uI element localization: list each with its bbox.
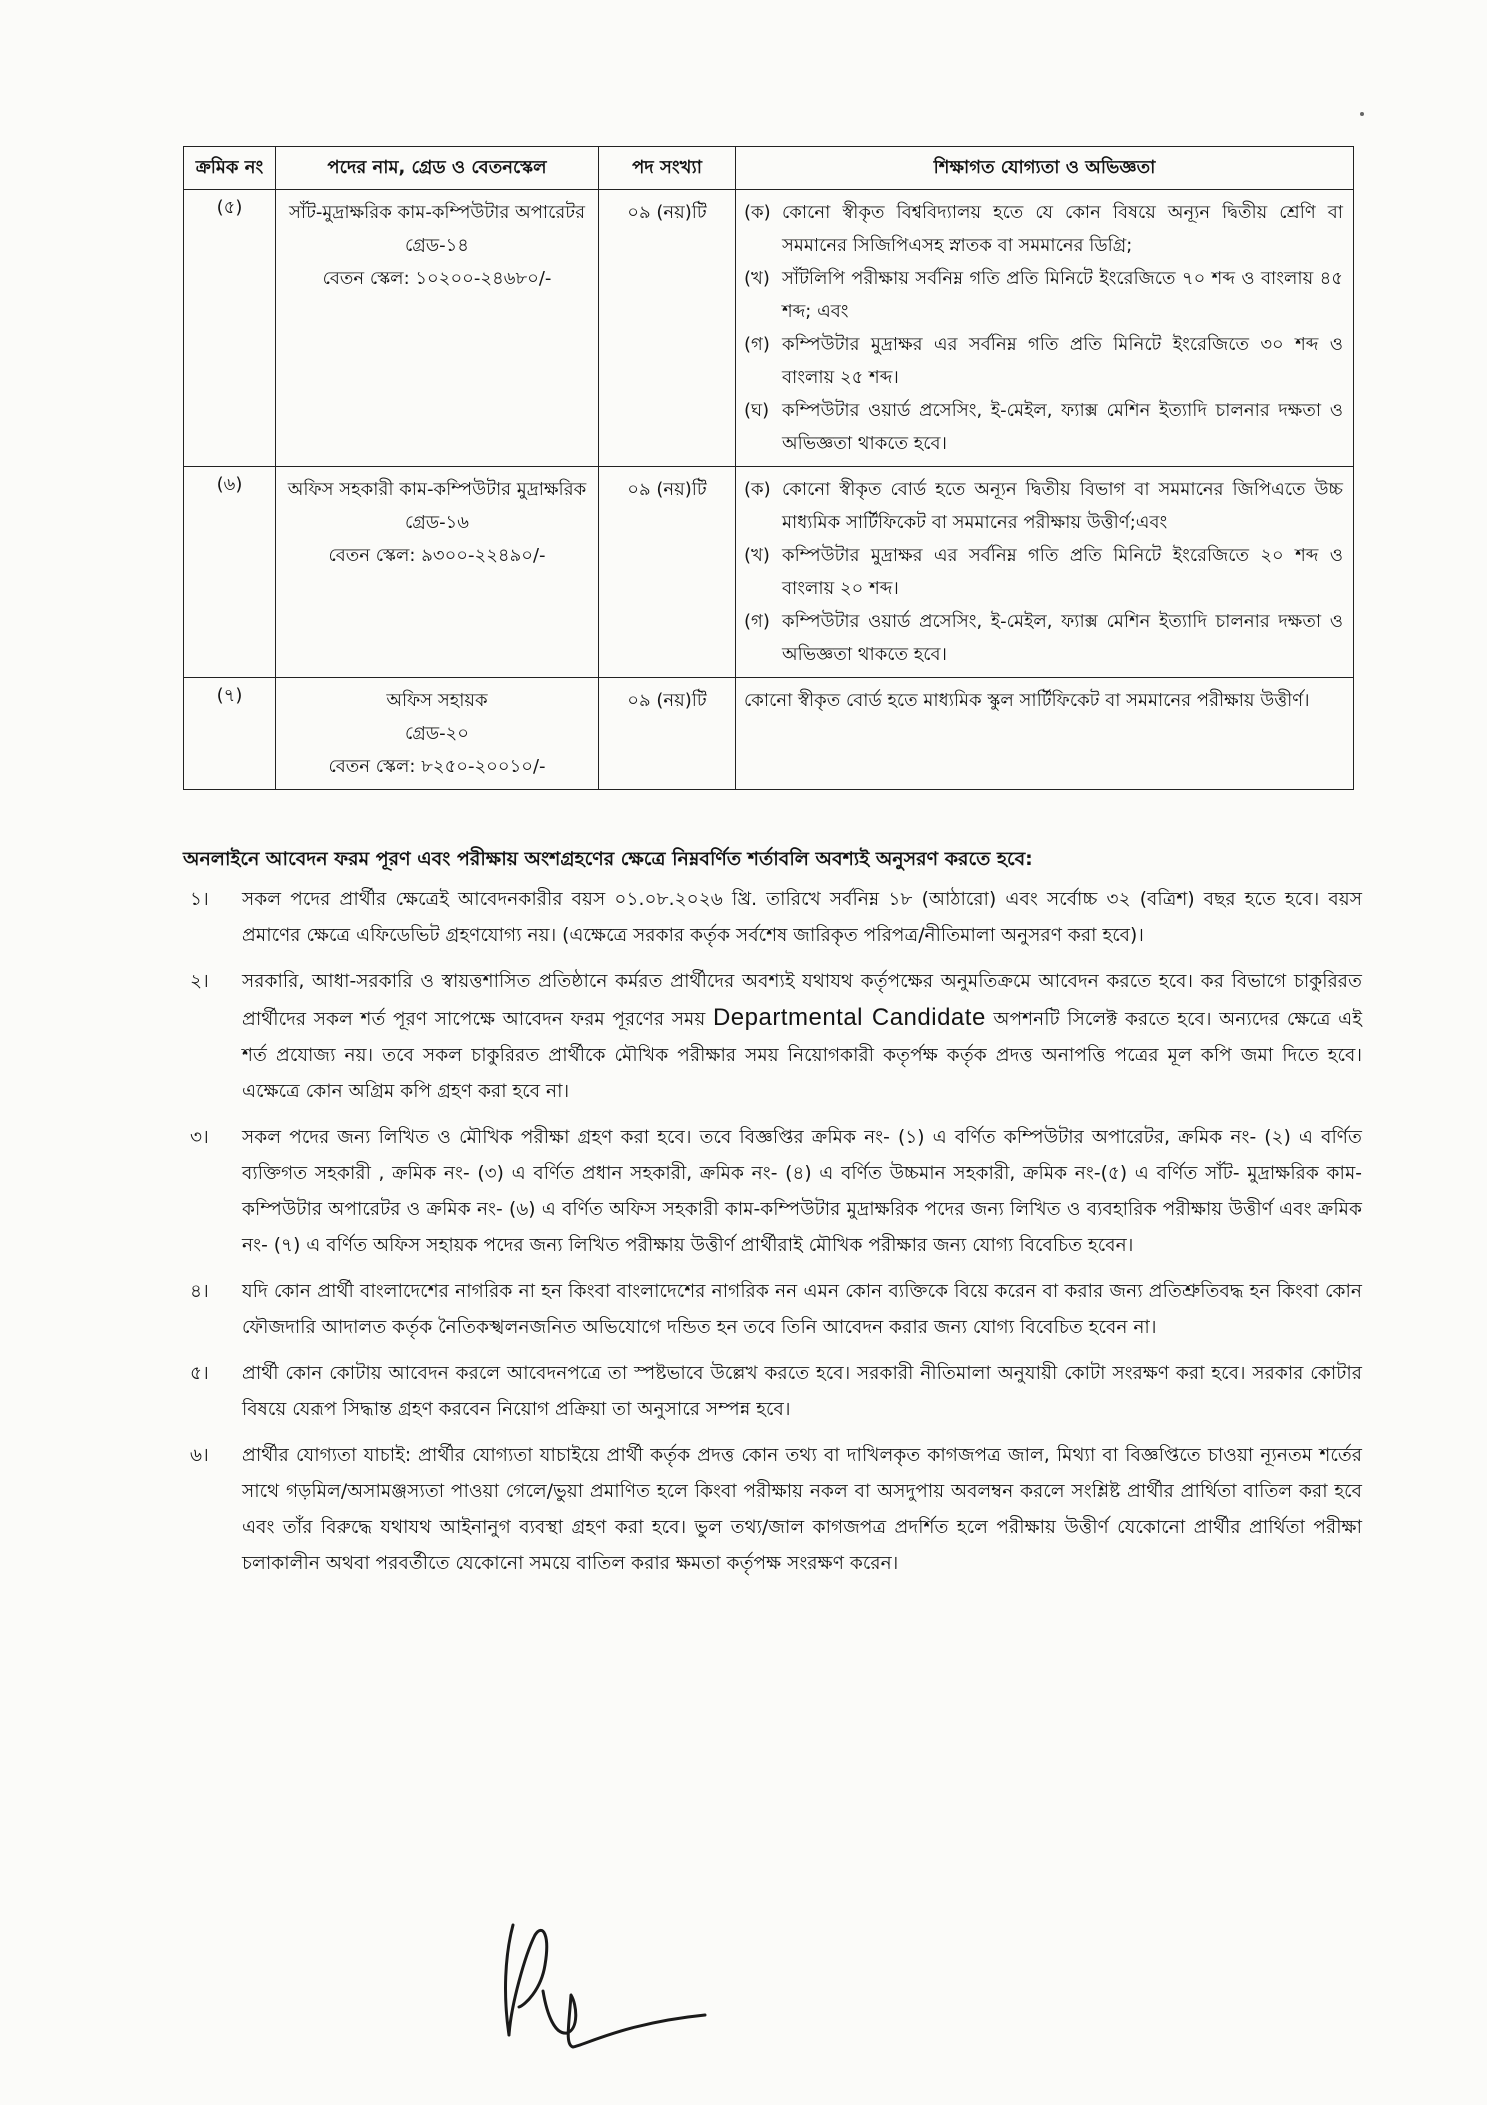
condition-number: ২। (190, 971, 209, 992)
condition-text: প্রার্থী কোন কোটায় আবেদন করলে আবেদনপত্রে তা স্পষ্টভাবে উল্লেখ করতে হবে। সরকারী নীতিমালা অনুযায়ী কোটা সংরক্ষণ করা হবে। সরকার কোটার বিষয়ে যেরূপ সিদ্ধান্ত গ্রহণ করবেন নিয়োগ প্রক্রিয়া তা অনুসারে সম্পন্ন হবে। (242, 1363, 1362, 1420)
condition-item (190, 1438, 1362, 1582)
header-qualification: শিক্ষাগত যোগ্যতা ও অভিজ্ঞতা (736, 147, 1354, 190)
qualification-item (744, 262, 1343, 328)
qualification-item (744, 605, 1343, 671)
post-scale: বেতন স্কেল: ১০২০০-২৪৬৮০/- (322, 268, 552, 289)
qualification-item (744, 539, 1343, 605)
table-row (184, 467, 1354, 678)
item-text: কম্পিউটার মুদ্রাক্ষর এর সর্বনিম্ন গতি প্রতি মিনিটে ইংরেজিতে ৩০ শব্দ ও বাংলায় ২৫ শব্দ। (782, 334, 1343, 388)
qualification-item (744, 394, 1343, 460)
table-row (184, 190, 1354, 467)
item-text: কোনো স্বীকৃত বিশ্ববিদ্যালয় হতে যে কোন বিষয়ে অন্যূন দ্বিতীয় শ্রেণি বা সমমানের সিজিপিএসহ স্নাতক বা সমমানের ডিগ্রি; (782, 202, 1343, 256)
condition-item (190, 1274, 1362, 1346)
item-mark: (ঘ) (744, 400, 770, 421)
post-scale: বেতন স্কেল: ৯৩০০-২২৪৯০/- (328, 545, 546, 566)
post-scale: বেতন স্কেল: ৮২৫০-২০০১০/- (328, 756, 546, 777)
row-serial: (৭) (184, 678, 276, 790)
qualification-item (744, 328, 1343, 394)
item-mark: (ক) (744, 479, 771, 500)
qualification-cell (736, 190, 1354, 467)
row-serial: (৬) (184, 467, 276, 678)
post-cell (276, 190, 599, 467)
condition-number: ৩। (190, 1127, 209, 1148)
item-text: কম্পিউটার ওয়ার্ড প্রসেসিং, ই-মেইল, ফ্যাক্স মেশিন ইত্যাদি চালনার দক্ষতা ও অভিজ্ঞতা থাকতে হবে। (782, 611, 1343, 665)
condition-number: ৪। (190, 1281, 209, 1302)
post-name: সাঁট-মুদ্রাক্ষরিক কাম-কম্পিউটার অপারেটর (289, 202, 585, 223)
header-post: পদের নাম, গ্রেড ও বেতনস্কেল (276, 147, 599, 190)
table-header-row (184, 147, 1354, 190)
condition-text: যদি কোন প্রার্থী বাংলাদেশের নাগরিক না হন কিংবা বাংলাদেশের নাগরিক নন এমন কোন ব্যক্তিকে বিয়ে করেন বা করার জন্য প্রতিশ্রুতিবদ্ধ হন কিংবা কোন ফৌজদারি আদালত কর্তৃক নৈতিকস্খলনজনিত অভিযোগে দন্ডিত হন তবে তিনি আবেদন করার জন্য যোগ্য বিবেচিত হবেন না। (242, 1281, 1362, 1338)
condition-item (190, 882, 1362, 954)
handwritten-signature (495, 1895, 715, 2055)
post-name: অফিস সহায়ক (386, 690, 488, 711)
posts-table (183, 146, 1354, 790)
item-mark: (ক) (744, 202, 771, 223)
qualification-item (744, 473, 1343, 539)
condition-item (190, 1356, 1362, 1428)
conditions-list (190, 882, 1362, 1592)
condition-text: সকল পদের প্রার্থীর ক্ষেত্রেই আবেদনকারীর বয়স ০১.০৮.২০২৬ খ্রি. তারিখে সর্বনিম্ন ১৮ (আঠারো) এবং সর্বোচ্চ ৩২ (বত্রিশ) বছর হতে হবে। বয়স প্রমাণের ক্ষেত্রে এফিডেভিট গ্রহণযোগ্য নয়। (এক্ষেত্রে সরকার কর্তৃক সর্বশেষ জারিকৃত পরিপত্র/নীতিমালা অনুসরণ করা হবে)। (242, 889, 1362, 946)
post-grade: গ্রেড-১৬ (405, 512, 469, 533)
qualification-cell (736, 678, 1354, 790)
condition-number: ৫। (190, 1363, 209, 1384)
post-cell (276, 467, 599, 678)
header-count: পদ সংখ্যা (599, 147, 736, 190)
item-text: কোনো স্বীকৃত বোর্ড হতে অন্যূন দ্বিতীয় বিভাগ বা সমমানের জিপিএতে উচ্চ মাধ্যমিক সার্টিফিকেট বা সমমানের পরীক্ষায় উত্তীর্ণ;এবং (782, 479, 1343, 533)
scan-speck (1360, 112, 1364, 116)
post-count: ০৯ (নয়)টি (599, 678, 736, 790)
post-grade: গ্রেড-২০ (405, 723, 469, 744)
header-serial: ক্রমিক নং (184, 147, 276, 190)
condition-text: প্রার্থীর যোগ্যতা যাচাই: প্রার্থীর যোগ্যতা যাচাইয়ে প্রার্থী কর্তৃক প্রদত্ত কোন তথ্য বা দাখিলকৃত কাগজপত্র জাল, মিথ্যা বা বিজ্ঞপ্তিতে চাওয়া ন্যূনতম শর্তের সাথে গড়মিল/অসামঞ্জস্যতা পাওয়া গেলে/ভুয়া প্রমাণিত হলে কিংবা পরীক্ষায় নকল বা অসদুপায় অবলম্বন করলে সংশ্লিষ্ট প্রার্থীর প্রার্থিতা বাতিল করা হবে এবং তাঁর বিরুদ্ধে যথাযথ আইনানুগ ব্যবস্থা গ্রহণ করা হবে। ভুল তথ্য/জাল কাগজপত্র প্রদর্শিত হলে পরীক্ষায় উত্তীর্ণ যেকোনো প্রার্থীর প্রার্থিতা পরীক্ষা চলাকালীন অথবা পরবর্তীতে যেকোনো সময়ে বাতিল করার ক্ষমতা কর্তৃপক্ষ সংরক্ষণ করেন। (242, 1445, 1362, 1574)
qualification-text: কোনো স্বীকৃত বোর্ড হতে মাধ্যমিক স্কুল সার্টিফিকেট বা সমমানের পরীক্ষায় উত্তীর্ণ। (744, 690, 1310, 711)
condition-number: ৬। (190, 1445, 209, 1466)
item-mark: (গ) (744, 611, 770, 632)
item-mark: (গ) (744, 334, 770, 355)
condition-item (190, 1120, 1362, 1264)
condition-text-part: অপশনটি সিলেক্ট করতে হবে। অন্যদের ক্ষেত্রে এই শর্ত প্রযোজ্য নয়। তবে সকল চাকুরিরত প্রার্থীকে মৌখিক পরীক্ষার সময় নিয়োগকারী কতৃর্পক্ষ কর্তৃক প্রদত্ত অনাপত্তি পত্রের মূল কপি জমা দিতে হবে। এক্ষেত্রে কোন অগ্রিম কপি গ্রহণ করা হবে না। (242, 1009, 1362, 1102)
post-grade: গ্রেড-১৪ (405, 235, 469, 256)
condition-item (190, 964, 1362, 1110)
item-mark: (খ) (744, 545, 770, 566)
post-name: অফিস সহকারী কাম-কম্পিউটার মুদ্রাক্ষরিক (287, 479, 587, 500)
item-mark: (খ) (744, 268, 770, 289)
item-text: কম্পিউটার মুদ্রাক্ষর এর সর্বনিম্ন গতি প্রতি মিনিটে ইংরেজিতে ২০ শব্দ ও বাংলায় ২০ শব্দ। (782, 545, 1343, 599)
table-row (184, 678, 1354, 790)
condition-text-part: সরকারি, আধা-সরকারি ও স্বায়ত্তশাসিত প্রতিষ্ঠানে কর্মরত প্রার্থীদের অবশ্যই যথাযথ কর্তৃপক্ষের অনুমতিক্রমে আবেদন করতে হবে। কর বিভাগে চাকুরিরত প্রার্থীদের সকল শর্ত পূরণ সাপেক্ষে আবেদন ফরম পূরণের সময় (242, 971, 1362, 1030)
post-cell (276, 678, 599, 790)
row-serial: (৫) (184, 190, 276, 467)
conditions-heading: অনলাইনে আবেদন ফরম পূরণ এবং পরীক্ষায় অংশগ্রহণের ক্ষেত্রে নিম্নবর্ণিত শর্তাবলি অবশ্যই অনুসরণ করতে হবে: (183, 848, 1033, 870)
condition-text: সকল পদের জন্য লিখিত ও মৌখিক পরীক্ষা গ্রহণ করা হবে। তবে বিজ্ঞপ্তির ক্রমিক নং- (১) এ বর্ণিত কম্পিউটার অপারেটর, ক্রমিক নং- (২) এ বর্ণিত ব্যক্তিগত সহকারী , ক্রমিক নং- (৩) এ বর্ণিত প্রধান সহকারী, ক্রমিক নং- (৪) এ বর্ণিত উচ্চমান সহকারী, ক্রমিক নং-(৫) এ বর্ণিত সাঁট- মুদ্রাক্ষরিক কাম-কম্পিউটার অপারেটর ও ক্রমিক নং- (৬) এ বর্ণিত অফিস সহকারী কাম-কম্পিউটার মুদ্রাক্ষরিক পদের জন্য লিখিত ও ব্যবহারিক পরীক্ষায় উত্তীর্ণ এবং ক্রমিক নং- (৭) এ বর্ণিত অফিস সহায়ক পদের জন্য লিখিত পরীক্ষায় উত্তীর্ণ প্রার্থীরাই মৌখিক পরীক্ষার জন্য যোগ্য বিবেচিত হবেন। (242, 1127, 1362, 1256)
post-count: ০৯ (নয়)টি (599, 190, 736, 467)
item-text: কম্পিউটার ওয়ার্ড প্রসেসিং, ই-মেইল, ফ্যাক্স মেশিন ইত্যাদি চালনার দক্ষতা ও অভিজ্ঞতা থাকতে হবে। (782, 400, 1343, 454)
item-text: সাঁটলিপি পরীক্ষায় সর্বনিম্ন গতি প্রতি মিনিটে ইংরেজিতে ৭০ শব্দ ও বাংলায় ৪৫ শব্দ; এবং (782, 268, 1343, 322)
qualification-item (744, 196, 1343, 262)
qualification-cell (736, 467, 1354, 678)
departmental-candidate-option: Departmental Candidate (712, 1004, 986, 1031)
condition-text (242, 964, 1362, 1110)
post-count: ০৯ (নয়)টি (599, 467, 736, 678)
condition-number: ১। (190, 889, 209, 910)
